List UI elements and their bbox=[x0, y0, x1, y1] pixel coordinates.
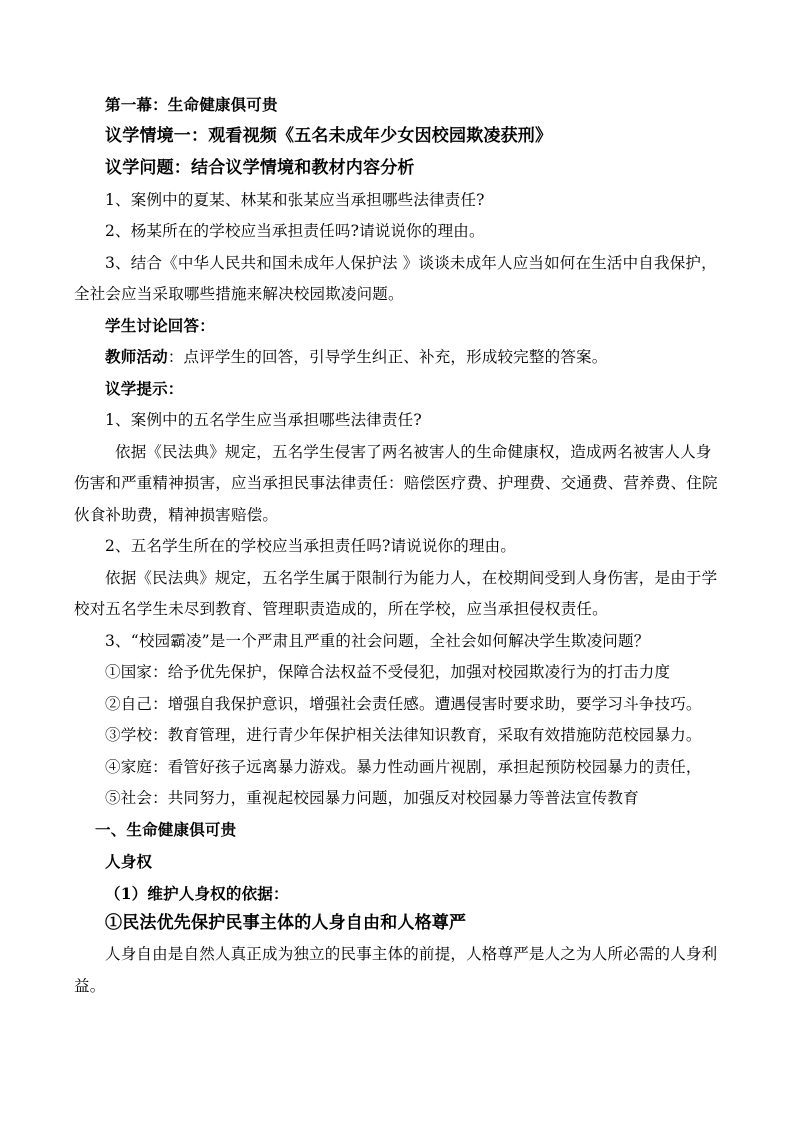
question-1: 1、案例中的夏某、林某和张某应当承担哪些法律责任? bbox=[105, 191, 485, 209]
basis-item-1: ①民法优先保护民事主体的人身自由和人格尊严 bbox=[105, 913, 467, 933]
hint-heading: 议学提示： bbox=[105, 379, 184, 398]
question-3-line-1: 3、结合《中华人民共和国未成年人保护法 》谈谈未成年人应当如何在生活中自我保护， bbox=[105, 254, 717, 272]
measure-society: ⑤社会：共同努力，重视起校园暴力问题，加强反对校园暴力等普法宣传教育 bbox=[105, 789, 639, 807]
basis-heading: （1）维护人身权的依据： bbox=[105, 884, 289, 903]
measure-family: ④家庭：看管好孩子远离暴力游戏。暴力性动画片视剧，承担起预防校园暴力的责任， bbox=[105, 758, 702, 776]
measure-school: ③学校：教育管理，进行青少年保护相关法律知识教育，采取有效措施防范校园暴力。 bbox=[105, 726, 702, 744]
teacher-activity-label: 教师活动 bbox=[105, 347, 168, 366]
hint-2-answer-line-1: 依据《民法典》规定，五名学生属于限制行为能力人，在校期间受到人身伤害，是由于学 bbox=[105, 569, 718, 587]
hint-3: 3、“校园霸凌”是一个严肃且严重的社会问题，全社会如何解决学生欺凌问题？ bbox=[105, 632, 650, 650]
hint-2: 2、五名学生所在的学校应当承担责任吗?请说说你的理由。 bbox=[105, 537, 517, 555]
hint-1-answer-line-1: 依据《民法典》规定，五名学生侵害了两名被害人的生命健康权，造成两名被害人人身 bbox=[115, 443, 712, 461]
section-subheading: 人身权 bbox=[105, 852, 153, 871]
question-2: 2、杨某所在的学校应当承担责任吗?请说说你的理由。 bbox=[105, 222, 485, 240]
hint-1-answer-line-3: 伙食补助费，精神损害赔偿。 bbox=[74, 506, 279, 524]
situation-text: 议学情境一：观看视频《五名未成年少女因校园欺凌获刑》 bbox=[105, 126, 553, 146]
teacher-activity-text: ：点评学生的回答，引导学生纠正、补充，形成较完整的答案。 bbox=[167, 348, 608, 366]
measure-country: ①国家：给予优先保护，保障合法权益不受侵犯，加强对校园欺凌行为的打击力度 bbox=[105, 663, 671, 681]
hint-1: 1、案例中的五名学生应当承担哪些法律责任? bbox=[105, 411, 422, 429]
teacher-activity bbox=[105, 347, 607, 367]
section-heading: 一、生命健康俱可贵 bbox=[95, 820, 237, 839]
hint-2-answer-line-2: 校对五名学生未尽到教育、管理职责造成的，所在学校，应当承担侵权责任。 bbox=[74, 600, 608, 618]
situation-line bbox=[105, 126, 552, 146]
hint-1-answer-line-2: 伤害和严重精神损害，应当承担民事法律责任：赔偿医疗费、护理费、交通费、营养费、住院 bbox=[74, 474, 718, 492]
question-3-line-2: 全社会应当采取哪些措施来解决校园欺凌问题。 bbox=[74, 285, 404, 303]
basis-item-1-text-line-1: 人身自由是自然人真正成为独立的民事主体的前提，人格尊严是人之为人所必需的人身利 bbox=[105, 945, 718, 963]
measure-self: ②自己：增强自我保护意识，增强社会责任感。遭遇侵害时要求助，要学习斗争技巧。 bbox=[105, 695, 702, 713]
question-heading: 议学问题：结合议学情境和教材内容分析 bbox=[105, 158, 415, 178]
student-discussion: 学生讨论回答： bbox=[105, 316, 215, 335]
act-title: 第一幕：生命健康俱可贵 bbox=[105, 95, 278, 114]
basis-item-1-text-line-2: 益。 bbox=[74, 977, 106, 995]
